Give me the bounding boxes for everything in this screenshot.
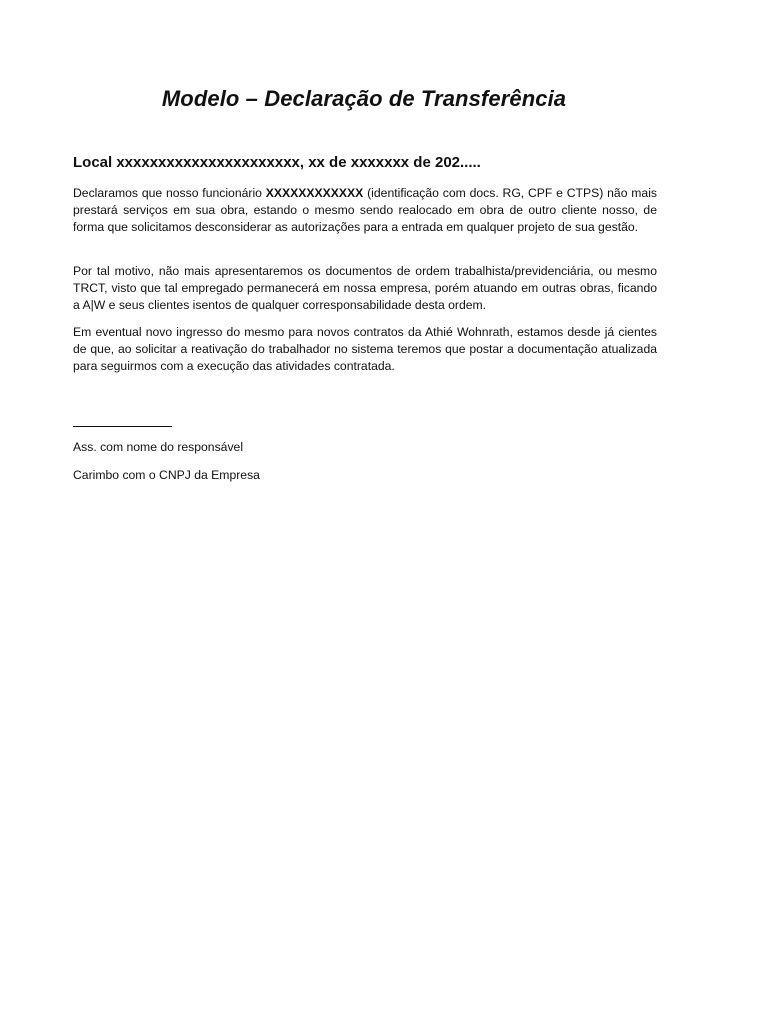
paragraph-declaration [73, 185, 657, 236]
location-date-line: Local xxxxxxxxxxxxxxxxxxxxxx, xx de xxxxxxx de 202..... [73, 154, 481, 171]
paragraph-declaration-rest: (identificação com docs. RG, CPF e CTPS) não mais prestará serviços em sua obra, estando o mesmo sendo realocado em obra de outro cliente nosso, de forma que solicitamos desconsiderar as autorizações para a entrada em qualquer projeto de sua gestão. [73, 186, 658, 234]
employee-name-placeholder: XXXXXXXXXXXX [265, 186, 364, 200]
document-title: Modelo – Declaração de Transferência [161, 86, 567, 111]
signature-line [73, 426, 172, 427]
paragraph-declaration-lead: Declaramos que nosso funcionário [73, 186, 266, 200]
paragraph-reason: Por tal motivo, não mais apresentaremos os documentos de ordem trabalhista/previdenciária, ou mesmo TRCT, visto que tal empregado permanecerá em nossa empresa, porém atuando em outras obras, ficando a A|W e seus clientes isentos de qualquer corresponsabilidade desta ordem. [73, 264, 657, 312]
signature-label: Ass. com nome do responsável [73, 440, 244, 454]
stamp-label: Carimbo com o CNPJ da Empresa [73, 468, 260, 482]
paragraph-reentry: Em eventual novo ingresso do mesmo para novos contratos da Athié Wohnrath, estamos desde já cientes de que, ao solicitar a reativação do trabalhador no sistema teremos que postar a documentação atualizada para seguirmos com a execução das atividades contratada. [73, 325, 657, 373]
